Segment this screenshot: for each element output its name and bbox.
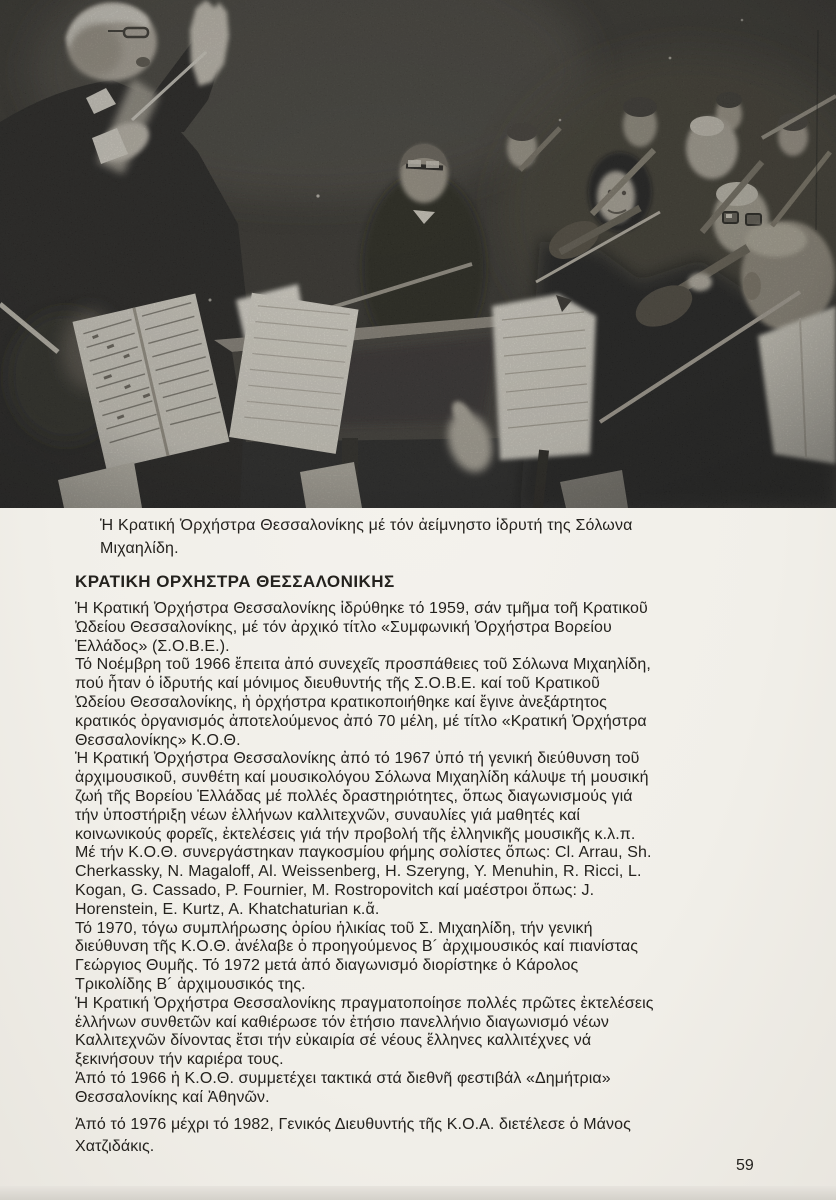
orchestra-photo-svg bbox=[0, 0, 836, 508]
article-body bbox=[75, 600, 820, 1108]
photo-grain-dark bbox=[0, 0, 836, 508]
article-paragraph: Τό Νοέμβρη τοῦ 1966 ἔπειτα ἀπό συνεχεῖς προσπάθειες τοῦ Σόλωνα Μιχαηλίδη, πού ἦταν ὁ ἱδρυτής καί μόνιμος διευθυντής τῆς Σ.Ο.Β.Ε. καί τοῦ Κρατικοῦ Ὠδείου Θεσσαλονίκης, ἡ ὀρχήστρα κρατικοποιήθηκε καί ἔγινε ἀνεξάρτητος κρατικός ὀργανισμός ἀποτελούμενος ἀπό 70 μέλη, μέ τίτλο «Κρατική Ὀρχήστρα Θεσσαλονίκης» Κ.Ο.Θ. bbox=[75, 656, 651, 749]
page-number: 59 bbox=[736, 1157, 754, 1174]
article-paragraph: Ἡ Κρατική Ὀρχήστρα Θεσσαλονίκης ἱδρύθηκε τό 1959, σάν τμῆμα τοῆ Κρατικοῦ Ὠδείου Θεσσαλονίκης, μέ τόν ἀρχικό τίτλο «Συμφωνική Ὀρχήστρα Βορείου Ἑλλάδος» (Σ.Ο.Β.Ε.). bbox=[75, 600, 648, 655]
article-paragraph: Ἡ Κρατική Ὀρχήστρα Θεσσαλονίκης ἀπό τό 1967 ὑπό τή γενική διεύθυνση τοῦ ἀρχιμουσικοῦ, συνθέτη καί μουσικολόγου Σόλωνα Μιχαηλίδη κάλυψε τή μουσική ζωή τῆς Βορείου Ἑλλάδας μέ πολλές δραστηριότητες, ὅπως διαγωνισμούς γιά τήν ὑποστήριξη νέων ἑλλήνων καλλιτεχνῶν, συναυλίες γιά μαθητές καί κοινωνικούς φορεῖς, ἐκτελέσεις γιά τήν προβολή τῆς ἑλληνικῆς μουσικῆς κ.λ.π. bbox=[75, 750, 649, 843]
closing-paragraph: Ἀπό τό 1976 μέχρι τό 1982, Γενικός Διευθυντής τῆς Κ.Ο.Α. διετέλεσε ὁ Μάνος Χατζιδάκις. bbox=[75, 1116, 631, 1155]
photo-caption: Ἡ Κρατική Ὀρχήστρα Θεσσαλονίκης μέ τόν ἀείμνηστο ἱδρυτή της Σόλωνα Μιχαηλίδη. bbox=[100, 517, 633, 557]
orchestra-photo bbox=[0, 0, 836, 508]
article-paragraph: Ἀπό τό 1966 ἡ Κ.Ο.Θ. συμμετέχει τακτικά στά διεθνῆ φεστιβάλ «Δημήτρια» Θεσσαλονίκης καί Ἀθηνῶν. bbox=[75, 1069, 611, 1106]
article-paragraph: Τό 1970, τόγω συμπλήρωσης ὁρίου ἡλικίας τοῦ Σ. Μιχαηλίδη, τήν γενική διεύθυνση τῆς Κ.Ο.Θ. ἀνέλαβε ὁ προηγούμενος Β´ ἀρχιμουσικός καί πιανίστας Γεώργιος Θυμῆς. Τό 1972 μετά ἀπό διαγωνισμό διορίστηκε ὁ Κάρολος Τρικολίδης Β´ ἀρχιμουσικός της. bbox=[75, 919, 639, 993]
scan-edge bbox=[0, 1186, 836, 1200]
article-heading: ΚΡΑΤΙΚΗ ΟΡΧΗΣΤΡΑ ΘΕΣΣΑΛΟΝΙΚΗΣ bbox=[75, 572, 395, 591]
article-paragraph: Μέ τήν Κ.Ο.Θ. συνεργάστηκαν παγκοσμίου φήμης σολίστες ὅπως: Cl. Arrau, Sh. Cherkassky, N. Magaloff, Al. Weissenberg, H. Szeryng, Y. Menuhin, R. Ricci, L. Kogan, G. Cassado, P. Fournier, M. Rostropovitch καί μαέστροι ὅπως: J. Horenstein, E. Kurtz, A. Khatchaturian κ.ἄ. bbox=[75, 844, 652, 918]
article-paragraph: Ἡ Κρατική Ὀρχήστρα Θεσσαλονίκης πραγματοποίησε πολλές πρῶτες ἐκτελέσεις ἑλλήνων συνθετῶν καί καθιέρωσε τόν ἐτήσιο πανελλήνιο διαγωνισμό νέων Καλλιτεχνῶν δίνοντας ἔτσι τήν εὐκαιρία σέ νέους ἕλληνες καλλιτέχνες νά ξεκινήσουν τήν καριέρα τους. bbox=[75, 994, 654, 1069]
